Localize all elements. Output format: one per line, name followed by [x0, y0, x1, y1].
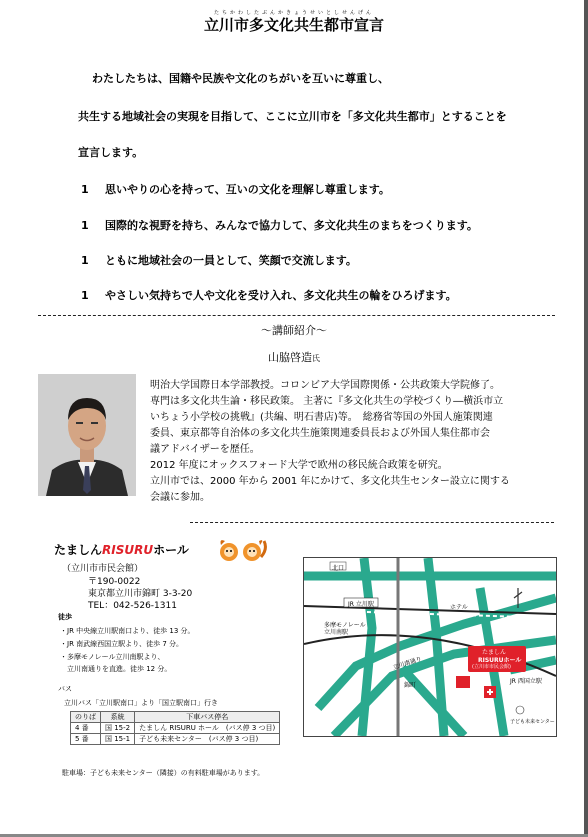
- bus-header-route: 系統: [101, 712, 135, 723]
- access-map: [303, 557, 557, 737]
- bio-line: 2012 年度にオックスフォード大学で欧州の移民統合政策を研究。: [150, 460, 448, 471]
- preamble-line-1: わたしたちは、国籍や民族や文化のちがいを互いに尊重し、: [92, 72, 389, 85]
- map-label-nishikicho: 錦町: [404, 682, 417, 689]
- bus-header-stop: のりば: [71, 712, 101, 723]
- map-label-kita: 北口: [332, 565, 345, 572]
- venue-address: 東京都立川市錦町 3-3-20: [88, 589, 193, 599]
- parking-note: 駐車場：子ども未来センター（隣接）の有料駐車場があります。: [62, 769, 265, 777]
- article-number: 1: [81, 219, 89, 232]
- article-text: 国際的な視野を持ち、みんなで協力して、多文化共生のまちをつくります。: [105, 219, 478, 232]
- article-text: やさしい気持ちで人や文化を受け入れ、多文化共生の輪をひろげます。: [105, 289, 457, 302]
- map-label-station: JR 立川駅: [348, 601, 374, 608]
- instructor-bio: [150, 378, 555, 506]
- bus-cell: 4 番: [71, 723, 101, 734]
- bus-table-header: [71, 712, 280, 723]
- article-number: 1: [81, 183, 89, 196]
- instructor-name-line: [0, 349, 588, 365]
- article-number: 1: [81, 254, 89, 267]
- bio-line: 明治大学国際日本学部教授。コロンビア大学国際関係・公共政策大学院修了。: [150, 380, 500, 391]
- walk-item: ・JR 南武線西国立駅より、徒歩 7 分。: [60, 640, 184, 648]
- bus-heading: バス: [58, 685, 72, 693]
- map-label-nishikunitachi: JR 西国立駅: [510, 678, 542, 685]
- table-row: [71, 734, 280, 745]
- bus-cell: 国 15-2: [101, 723, 135, 734]
- article-number: 1: [81, 289, 89, 302]
- bus-cell: 子ども未来センター (バス停 3 つ目): [135, 734, 280, 745]
- venue-name: [54, 541, 189, 558]
- map-label-venue-2: RISURUホール: [478, 657, 522, 664]
- page-edge: [584, 0, 588, 837]
- bio-line: 専門は多文化共生論・移民政策。 主著に『多文化共生の学校づくり―横浜市立: [150, 396, 504, 407]
- declaration-title-block: [0, 10, 588, 34]
- map-label-hotel: ホテル: [450, 604, 468, 611]
- instructor-photo: [38, 374, 136, 496]
- bio-line: 立川市では、2000 年から 2001 年にかけて、多文化共生センター設立に関する: [150, 476, 510, 487]
- declaration-title: 立川市多文化共生都市宣言: [203, 16, 384, 34]
- instructor-honorific: 氏: [312, 354, 320, 363]
- article-4: [81, 289, 457, 303]
- walk-heading: 徒歩: [58, 613, 72, 621]
- bio-line: 会議に参加。: [150, 492, 210, 503]
- walk-item: 立川南通りを直進。徒歩 12 分。: [60, 665, 172, 673]
- bus-cell: 国 15-1: [101, 734, 135, 745]
- instructor-name: 山脇啓造: [268, 351, 312, 364]
- map-graphic: [304, 558, 556, 736]
- bio-line: 委員、東京都等自治体の多文化共生施策関連委員長および外国人集住都市会: [150, 428, 490, 439]
- article-2: [81, 219, 478, 233]
- bus-route: 立川バス「立川駅南口」より「国立駅南口」行き: [64, 699, 218, 707]
- venue-name-suffix: ホール: [153, 543, 189, 557]
- table-row: [71, 723, 280, 734]
- section-divider: [38, 315, 555, 316]
- title-ruby: たちかわしたぶんかきょうせいとしせんげん: [213, 10, 374, 16]
- map-label-tama: 多摩モノレール立川南駅: [324, 622, 366, 636]
- bus-table: [70, 711, 280, 745]
- squirrel-mascot-icon: [218, 535, 268, 565]
- map-label-minami: 立川南通り: [391, 655, 423, 672]
- walk-item: ・多摩モノレール立川南駅より、: [60, 653, 165, 661]
- article-text: 思いやりの心を持って、互いの文化を理解し尊重します。: [105, 183, 390, 196]
- instructor-heading: 〜講師紹介〜: [261, 324, 327, 337]
- venue-postal: 〒190-0022: [88, 577, 141, 587]
- walk-item: ・JR 中央線立川駅南口より、徒歩 13 分。: [60, 627, 195, 635]
- article-3: [81, 254, 357, 268]
- preamble-line-2: 共生する地域社会の実現を目指して、ここに立川市を「多文化共生都市」とすることを: [78, 110, 507, 123]
- venue-tel: TEL：042-526-1311: [88, 601, 177, 611]
- bus-header-dest: 下車バス停名: [135, 712, 280, 723]
- article-1: [81, 183, 390, 197]
- bus-cell: 5 番: [71, 734, 101, 745]
- bio-line: いちょう小学校の挑戦』(共編、明石書店)等。 総務省等国の外国人施策関連: [150, 412, 493, 423]
- bus-cell: たましん RISURU ホール (バス停 3 つ目): [135, 723, 280, 734]
- map-label-venue-1: たましん: [482, 649, 507, 656]
- article-text: ともに地域社会の一員として、笑顔で交流します。: [105, 254, 357, 267]
- bio-divider: [190, 522, 554, 523]
- map-label-kodomo: 子ども未来センター: [510, 719, 555, 725]
- venue-subtitle: （立川市市民会館）: [62, 564, 144, 574]
- venue-brand: RISURU: [102, 543, 154, 557]
- map-label-venue-3: (立川市市民会館): [472, 664, 511, 670]
- venue-name-prefix: たましん: [54, 543, 103, 557]
- preamble-line-3: 宣言します。: [78, 146, 144, 159]
- bio-line: 議アドバイザーを歴任。: [150, 444, 260, 455]
